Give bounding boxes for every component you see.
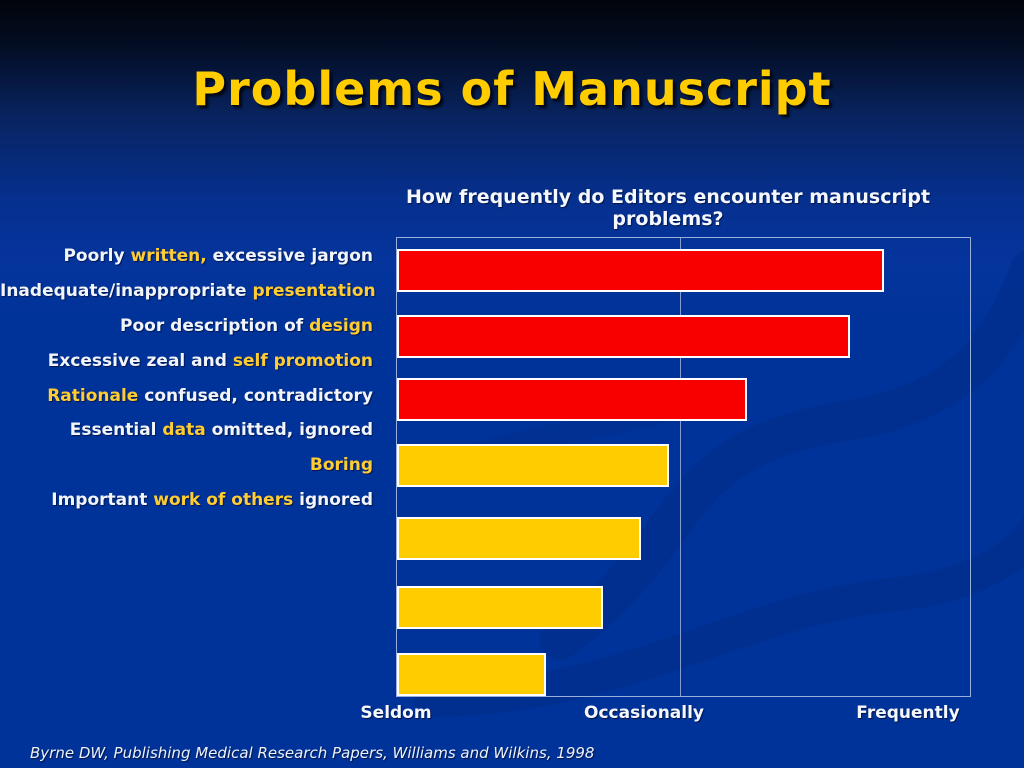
bar-gold: [397, 586, 603, 629]
citation: Byrne DW, Publishing Medical Research Papers, Williams and Wilkins, 1998: [30, 744, 595, 762]
x-tick-seldom: Seldom: [360, 703, 432, 723]
category-label-text: confused, contradictory: [138, 385, 373, 406]
bar-gold: [397, 517, 641, 560]
category-label-text: Excessive zeal and: [47, 350, 233, 371]
category-label-highlight: presentation: [252, 280, 376, 301]
center-gridline: [680, 238, 681, 696]
category-label-highlight: data: [162, 420, 206, 441]
chart-plot-area: [396, 237, 971, 697]
category-label: [0, 483, 373, 518]
category-label-text: excessive jargon: [206, 246, 373, 266]
bar-red: [397, 315, 850, 358]
category-label: [0, 344, 373, 379]
category-label: [0, 448, 373, 483]
bar-gold: [397, 653, 546, 696]
category-label-text: ignored: [293, 490, 373, 511]
category-label: [0, 413, 373, 448]
category-label: [0, 274, 376, 309]
bar-red: [397, 249, 884, 292]
category-label: [0, 379, 373, 414]
category-labels: [0, 239, 376, 518]
chart-title: How frequently do Editors encounter manuscript problems?: [405, 186, 931, 230]
category-label-text: omitted, ignored: [205, 420, 373, 441]
category-label-text: Poorly: [63, 246, 131, 266]
x-tick-occasionally: Occasionally: [583, 703, 705, 723]
category-label-highlight: work of others: [153, 490, 294, 511]
category-label-text: Inadequate/inappropriate: [0, 280, 253, 301]
slide-title: Problems of Manuscript: [192, 62, 832, 116]
x-tick-frequently: Frequently: [856, 703, 960, 723]
bar-gold: [397, 444, 669, 487]
category-label-highlight: self promotion: [232, 350, 373, 371]
category-label: [0, 309, 373, 344]
category-label-highlight: Rationale: [47, 385, 139, 406]
bar-red: [397, 378, 747, 421]
category-label: [0, 239, 373, 274]
category-label-text: Poor description of: [120, 315, 310, 336]
category-label-highlight: Boring: [309, 455, 373, 476]
category-label-text: Essential: [69, 420, 163, 441]
category-label-highlight: design: [309, 315, 373, 336]
category-label-text: Important: [51, 490, 154, 511]
category-label-highlight: written,: [130, 246, 207, 266]
